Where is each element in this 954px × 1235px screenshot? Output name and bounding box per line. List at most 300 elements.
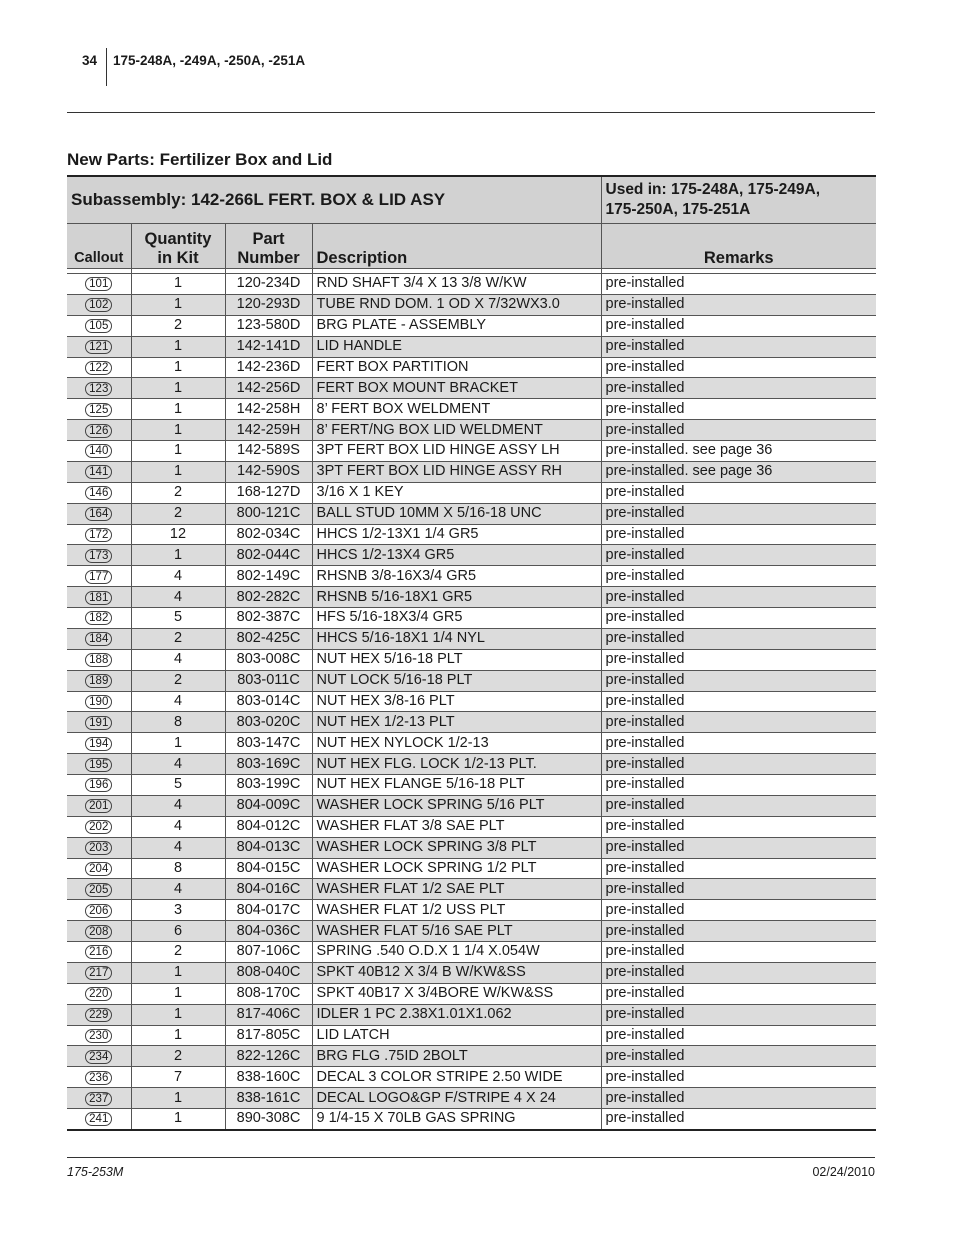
table-row <box>67 1046 876 1067</box>
callout-badge: 205 <box>85 883 112 897</box>
cell-quantity: 4 <box>131 795 225 816</box>
cell-callout <box>67 336 131 357</box>
cell-callout <box>67 900 131 921</box>
callout-badge: 141 <box>85 465 112 479</box>
cell-quantity: 4 <box>131 837 225 858</box>
cell-description: SPRING .540 O.D.X 1 1/4 X.054W <box>312 942 601 963</box>
callout-badge: 201 <box>85 799 112 813</box>
cell-callout <box>67 399 131 420</box>
cell-quantity: 1 <box>131 1109 225 1130</box>
cell-callout <box>67 733 131 754</box>
cell-callout <box>67 274 131 295</box>
cell-remarks: pre-installed <box>601 712 876 733</box>
cell-description: RHSNB 3/8-16X3/4 GR5 <box>312 566 601 587</box>
callout-badge: 182 <box>85 611 112 625</box>
cell-description: IDLER 1 PC 2.38X1.01X1.062 <box>312 1004 601 1025</box>
callout-badge: 229 <box>85 1008 112 1022</box>
callout-badge: 236 <box>85 1071 112 1085</box>
cell-quantity: 1 <box>131 461 225 482</box>
callout-badge: 191 <box>85 716 112 730</box>
cell-callout <box>67 983 131 1004</box>
cell-part-number: 838-161C <box>225 1088 312 1109</box>
cell-part-number: 803-008C <box>225 649 312 670</box>
cell-remarks: pre-installed <box>601 962 876 983</box>
callout-badge: 126 <box>85 424 112 438</box>
cell-quantity: 2 <box>131 628 225 649</box>
table-row <box>67 942 876 963</box>
table-row <box>67 608 876 629</box>
table-row <box>67 900 876 921</box>
cell-remarks: pre-installed <box>601 879 876 900</box>
table-row <box>67 816 876 837</box>
cell-remarks: pre-installed <box>601 858 876 879</box>
cell-quantity: 6 <box>131 921 225 942</box>
cell-quantity: 1 <box>131 1004 225 1025</box>
cell-description: WASHER LOCK SPRING 3/8 PLT <box>312 837 601 858</box>
cell-callout <box>67 921 131 942</box>
cell-quantity: 5 <box>131 608 225 629</box>
cell-quantity: 1 <box>131 983 225 1004</box>
used-in-line-1: Used in: 175-248A, 175-249A, <box>605 181 821 198</box>
cell-description: BRG PLATE - ASSEMBLY <box>312 315 601 336</box>
cell-part-number: 168-127D <box>225 482 312 503</box>
section-title: New Parts: Fertilizer Box and Lid <box>67 150 333 169</box>
callout-badge: 194 <box>85 737 112 751</box>
cell-callout <box>67 1109 131 1130</box>
cell-callout <box>67 315 131 336</box>
cell-remarks: pre-installed <box>601 336 876 357</box>
cell-description: HHCS 1/2-13X1 1/4 GR5 <box>312 524 601 545</box>
cell-description: 3/16 X 1 KEY <box>312 482 601 503</box>
cell-part-number: 804-017C <box>225 900 312 921</box>
cell-callout <box>67 441 131 462</box>
cell-description: WASHER FLAT 1/2 SAE PLT <box>312 879 601 900</box>
cell-quantity: 8 <box>131 858 225 879</box>
cell-quantity: 4 <box>131 754 225 775</box>
cell-remarks: pre-installed <box>601 503 876 524</box>
cell-remarks: pre-installed <box>601 274 876 295</box>
callout-badge: 146 <box>85 486 112 500</box>
table-row <box>67 879 876 900</box>
cell-remarks: pre-installed <box>601 587 876 608</box>
cell-description: BRG FLG .75ID 2BOLT <box>312 1046 601 1067</box>
table-row <box>67 378 876 399</box>
table-row <box>67 858 876 879</box>
table-row <box>67 357 876 378</box>
cell-remarks: pre-installed <box>601 1046 876 1067</box>
col-quantity-line-2: in Kit <box>157 249 199 267</box>
cell-part-number: 142-141D <box>225 336 312 357</box>
cell-part-number: 804-015C <box>225 858 312 879</box>
cell-remarks: pre-installed <box>601 733 876 754</box>
callout-badge: 188 <box>85 653 112 667</box>
cell-description: 3PT FERT BOX LID HINGE ASSY RH <box>312 461 601 482</box>
cell-callout <box>67 649 131 670</box>
cell-part-number: 802-282C <box>225 587 312 608</box>
document-number: 175-253M <box>67 1165 124 1179</box>
cell-description: BALL STUD 10MM X 5/16-18 UNC <box>312 503 601 524</box>
cell-remarks: pre-installed <box>601 942 876 963</box>
col-description: Description <box>312 224 601 269</box>
cell-callout <box>67 357 131 378</box>
table-row <box>67 420 876 441</box>
cell-quantity: 4 <box>131 566 225 587</box>
cell-part-number: 800-121C <box>225 503 312 524</box>
cell-quantity: 4 <box>131 587 225 608</box>
cell-quantity: 2 <box>131 670 225 691</box>
cell-remarks: pre-installed <box>601 608 876 629</box>
cell-quantity: 1 <box>131 294 225 315</box>
subassembly-label: Subassembly: 142-266L FERT. BOX & LID ASY <box>67 176 601 224</box>
callout-badge: 203 <box>85 841 112 855</box>
cell-remarks: pre-installed <box>601 900 876 921</box>
cell-quantity: 1 <box>131 545 225 566</box>
cell-part-number: 142-258H <box>225 399 312 420</box>
cell-remarks: pre-installed <box>601 1088 876 1109</box>
callout-badge: 216 <box>85 945 112 959</box>
cell-remarks: pre-installed <box>601 294 876 315</box>
cell-part-number: 120-234D <box>225 274 312 295</box>
page-number: 34 <box>82 53 98 68</box>
cell-description: LID HANDLE <box>312 336 601 357</box>
cell-description: NUT HEX FLG. LOCK 1/2-13 PLT. <box>312 754 601 775</box>
callout-badge: 140 <box>85 444 112 458</box>
cell-description: SPKT 40B17 X 3/4BORE W/KW&SS <box>312 983 601 1004</box>
cell-callout <box>67 1046 131 1067</box>
cell-part-number: 142-589S <box>225 441 312 462</box>
cell-quantity: 4 <box>131 879 225 900</box>
column-header-row <box>67 224 876 269</box>
cell-description: 9 1/4-15 X 70LB GAS SPRING <box>312 1109 601 1130</box>
used-in-line-2: 175-250A, 175-251A <box>605 201 751 218</box>
cell-part-number: 808-040C <box>225 962 312 983</box>
cell-quantity: 3 <box>131 900 225 921</box>
cell-callout <box>67 503 131 524</box>
cell-description: NUT HEX 1/2-13 PLT <box>312 712 601 733</box>
table-row <box>67 566 876 587</box>
cell-remarks: pre-installed <box>601 921 876 942</box>
cell-remarks: pre-installed <box>601 775 876 796</box>
cell-part-number: 142-256D <box>225 378 312 399</box>
cell-part-number: 120-293D <box>225 294 312 315</box>
table-row <box>67 336 876 357</box>
cell-quantity: 1 <box>131 420 225 441</box>
cell-callout <box>67 942 131 963</box>
cell-description: LID LATCH <box>312 1025 601 1046</box>
cell-quantity: 4 <box>131 649 225 670</box>
cell-part-number: 817-805C <box>225 1025 312 1046</box>
cell-description: TUBE RND DOM. 1 OD X 7/32WX3.0 <box>312 294 601 315</box>
col-quantity-line-1: Quantity <box>144 230 212 248</box>
cell-callout <box>67 879 131 900</box>
table-row <box>67 754 876 775</box>
cell-description: WASHER FLAT 5/16 SAE PLT <box>312 921 601 942</box>
cell-description: WASHER FLAT 1/2 USS PLT <box>312 900 601 921</box>
cell-description: NUT HEX 5/16-18 PLT <box>312 649 601 670</box>
cell-callout <box>67 482 131 503</box>
table-row <box>67 1088 876 1109</box>
table-row <box>67 837 876 858</box>
cell-quantity: 4 <box>131 691 225 712</box>
callout-badge: 105 <box>85 319 112 333</box>
cell-remarks: pre-installed <box>601 1004 876 1025</box>
cell-description: FERT BOX PARTITION <box>312 357 601 378</box>
cell-quantity: 5 <box>131 775 225 796</box>
cell-part-number: 804-016C <box>225 879 312 900</box>
cell-part-number: 803-169C <box>225 754 312 775</box>
cell-callout <box>67 670 131 691</box>
cell-callout <box>67 461 131 482</box>
table-row <box>67 921 876 942</box>
callout-badge: 195 <box>85 758 112 772</box>
callout-badge: 181 <box>85 591 112 605</box>
document-date: 02/24/2010 <box>812 1165 875 1179</box>
cell-remarks: pre-installed <box>601 545 876 566</box>
cell-callout <box>67 1067 131 1088</box>
cell-remarks: pre-installed <box>601 378 876 399</box>
cell-description: NUT HEX NYLOCK 1/2-13 <box>312 733 601 754</box>
cell-callout <box>67 1004 131 1025</box>
header-models: 175-248A, -249A, -250A, -251A <box>113 53 306 68</box>
table-row <box>67 545 876 566</box>
cell-remarks: pre-installed <box>601 1109 876 1130</box>
cell-part-number: 802-034C <box>225 524 312 545</box>
cell-part-number: 142-236D <box>225 357 312 378</box>
cell-description: RND SHAFT 3/4 X 13 3/8 W/KW <box>312 274 601 295</box>
cell-part-number: 802-149C <box>225 566 312 587</box>
callout-badge: 177 <box>85 570 112 584</box>
cell-quantity: 1 <box>131 962 225 983</box>
cell-callout <box>67 587 131 608</box>
cell-callout <box>67 378 131 399</box>
cell-description: NUT LOCK 5/16-18 PLT <box>312 670 601 691</box>
table-row <box>67 733 876 754</box>
cell-remarks: pre-installed <box>601 837 876 858</box>
cell-part-number: 802-425C <box>225 628 312 649</box>
cell-description: NUT HEX 3/8-16 PLT <box>312 691 601 712</box>
cell-part-number: 804-009C <box>225 795 312 816</box>
cell-description: WASHER FLAT 3/8 SAE PLT <box>312 816 601 837</box>
cell-quantity: 1 <box>131 336 225 357</box>
cell-callout <box>67 691 131 712</box>
cell-description: WASHER LOCK SPRING 1/2 PLT <box>312 858 601 879</box>
subassembly-row <box>67 176 876 224</box>
table-row <box>67 1025 876 1046</box>
table-row <box>67 1109 876 1130</box>
cell-description: RHSNB 5/16-18X1 GR5 <box>312 587 601 608</box>
cell-quantity: 2 <box>131 503 225 524</box>
table-row <box>67 795 876 816</box>
cell-callout <box>67 545 131 566</box>
callout-badge: 102 <box>85 298 112 312</box>
callout-badge: 164 <box>85 507 112 521</box>
callout-badge: 220 <box>85 987 112 1001</box>
callout-badge: 121 <box>85 340 112 354</box>
callout-badge: 189 <box>85 674 112 688</box>
cell-remarks: pre-installed <box>601 1025 876 1046</box>
table-row <box>67 1067 876 1088</box>
cell-callout <box>67 628 131 649</box>
used-in-cell <box>601 176 876 224</box>
cell-remarks: pre-installed <box>601 420 876 441</box>
cell-quantity: 1 <box>131 274 225 295</box>
col-quantity <box>131 224 225 269</box>
callout-badge: 196 <box>85 778 112 792</box>
cell-part-number: 802-044C <box>225 545 312 566</box>
cell-callout <box>67 1025 131 1046</box>
parts-rows <box>67 274 876 1130</box>
table-row <box>67 399 876 420</box>
cell-description: WASHER LOCK SPRING 5/16 PLT <box>312 795 601 816</box>
header-divider <box>106 48 107 86</box>
cell-quantity: 2 <box>131 315 225 336</box>
cell-callout <box>67 775 131 796</box>
cell-callout <box>67 858 131 879</box>
callout-badge: 204 <box>85 862 112 876</box>
callout-badge: 206 <box>85 904 112 918</box>
table-row <box>67 274 876 295</box>
cell-remarks: pre-installed <box>601 315 876 336</box>
parts-table <box>67 175 876 1131</box>
table-row <box>67 587 876 608</box>
cell-quantity: 1 <box>131 399 225 420</box>
cell-part-number: 804-013C <box>225 837 312 858</box>
callout-badge: 217 <box>85 966 112 980</box>
cell-description: DECAL 3 COLOR STRIPE 2.50 WIDE <box>312 1067 601 1088</box>
cell-remarks: pre-installed <box>601 649 876 670</box>
table-row <box>67 649 876 670</box>
cell-quantity: 1 <box>131 357 225 378</box>
cell-quantity: 7 <box>131 1067 225 1088</box>
cell-callout <box>67 294 131 315</box>
cell-remarks: pre-installed. see page 36 <box>601 461 876 482</box>
callout-badge: 234 <box>85 1050 112 1064</box>
cell-quantity: 2 <box>131 482 225 503</box>
cell-remarks: pre-installed <box>601 357 876 378</box>
cell-part-number: 142-590S <box>225 461 312 482</box>
cell-description: 8’ FERT/NG BOX LID WELDMENT <box>312 420 601 441</box>
callout-badge: 208 <box>85 925 112 939</box>
table-row <box>67 712 876 733</box>
cell-part-number: 817-406C <box>225 1004 312 1025</box>
cell-part-number: 890-308C <box>225 1109 312 1130</box>
cell-callout <box>67 608 131 629</box>
table-row <box>67 962 876 983</box>
cell-quantity: 12 <box>131 524 225 545</box>
cell-remarks: pre-installed <box>601 399 876 420</box>
cell-callout <box>67 712 131 733</box>
cell-quantity: 4 <box>131 816 225 837</box>
cell-quantity: 1 <box>131 378 225 399</box>
table-row <box>67 1004 876 1025</box>
table-row <box>67 775 876 796</box>
cell-description: NUT HEX FLANGE 5/16-18 PLT <box>312 775 601 796</box>
cell-description: 3PT FERT BOX LID HINGE ASSY LH <box>312 441 601 462</box>
cell-callout <box>67 816 131 837</box>
col-part-number <box>225 224 312 269</box>
cell-part-number: 808-170C <box>225 983 312 1004</box>
cell-remarks: pre-installed <box>601 983 876 1004</box>
callout-badge: 172 <box>85 528 112 542</box>
footer-rule <box>67 1157 875 1158</box>
cell-callout <box>67 524 131 545</box>
cell-callout <box>67 837 131 858</box>
cell-callout <box>67 754 131 775</box>
cell-quantity: 1 <box>131 733 225 754</box>
callout-badge: 123 <box>85 382 112 396</box>
cell-remarks: pre-installed <box>601 482 876 503</box>
cell-callout <box>67 1088 131 1109</box>
cell-part-number: 803-014C <box>225 691 312 712</box>
table-row <box>67 983 876 1004</box>
cell-part-number: 142-259H <box>225 420 312 441</box>
col-part-line-1: Part <box>252 230 285 248</box>
callout-badge: 184 <box>85 632 112 646</box>
cell-quantity: 1 <box>131 1025 225 1046</box>
cell-part-number: 123-580D <box>225 315 312 336</box>
cell-description: FERT BOX MOUNT BRACKET <box>312 378 601 399</box>
cell-part-number: 804-012C <box>225 816 312 837</box>
callout-badge: 202 <box>85 820 112 834</box>
cell-part-number: 802-387C <box>225 608 312 629</box>
cell-remarks: pre-installed <box>601 670 876 691</box>
table-row <box>67 628 876 649</box>
table-row <box>67 441 876 462</box>
cell-remarks: pre-installed <box>601 795 876 816</box>
table-row <box>67 524 876 545</box>
cell-quantity: 2 <box>131 1046 225 1067</box>
col-callout: Callout <box>67 224 131 269</box>
cell-description: HHCS 5/16-18X1 1/4 NYL <box>312 628 601 649</box>
cell-remarks: pre-installed <box>601 754 876 775</box>
cell-description: DECAL LOGO&GP F/STRIPE 4 X 24 <box>312 1088 601 1109</box>
cell-part-number: 822-126C <box>225 1046 312 1067</box>
cell-quantity: 1 <box>131 1088 225 1109</box>
cell-callout <box>67 566 131 587</box>
cell-quantity: 2 <box>131 942 225 963</box>
table-row <box>67 482 876 503</box>
callout-badge: 122 <box>85 361 112 375</box>
cell-part-number: 803-011C <box>225 670 312 691</box>
callout-badge: 241 <box>85 1112 112 1126</box>
cell-callout <box>67 420 131 441</box>
cell-remarks: pre-installed <box>601 1067 876 1088</box>
table-row <box>67 503 876 524</box>
header-rule <box>67 112 875 113</box>
cell-callout <box>67 962 131 983</box>
callout-badge: 237 <box>85 1092 112 1106</box>
cell-description: SPKT 40B12 X 3/4 B W/KW&SS <box>312 962 601 983</box>
table-row <box>67 315 876 336</box>
cell-quantity: 1 <box>131 441 225 462</box>
callout-badge: 125 <box>85 403 112 417</box>
cell-part-number: 803-020C <box>225 712 312 733</box>
callout-badge: 101 <box>85 277 112 291</box>
cell-part-number: 803-147C <box>225 733 312 754</box>
cell-description: HHCS 1/2-13X4 GR5 <box>312 545 601 566</box>
table-row <box>67 691 876 712</box>
table-row <box>67 670 876 691</box>
cell-remarks: pre-installed <box>601 691 876 712</box>
cell-part-number: 838-160C <box>225 1067 312 1088</box>
cell-part-number: 803-199C <box>225 775 312 796</box>
cell-description: HFS 5/16-18X3/4 GR5 <box>312 608 601 629</box>
cell-remarks: pre-installed. see page 36 <box>601 441 876 462</box>
callout-badge: 173 <box>85 549 112 563</box>
col-remarks: Remarks <box>601 224 876 269</box>
table-row <box>67 294 876 315</box>
cell-quantity: 8 <box>131 712 225 733</box>
